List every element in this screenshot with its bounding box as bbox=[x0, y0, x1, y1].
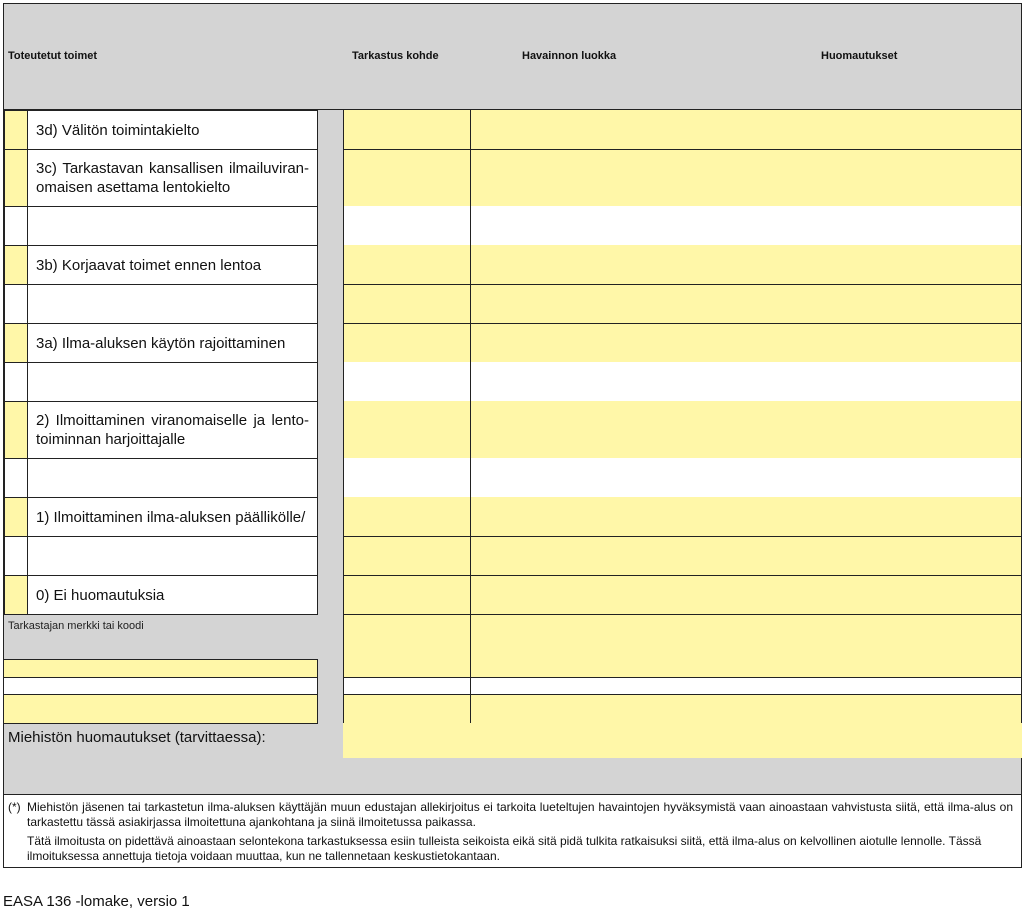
right-row-9[interactable] bbox=[344, 458, 1021, 497]
right-row-15[interactable] bbox=[344, 694, 1021, 723]
inspector-mark-field-3[interactable] bbox=[3, 694, 318, 724]
right-row-5[interactable] bbox=[344, 284, 1021, 323]
right-row-line bbox=[343, 677, 1022, 678]
action-label: 3c) Tarkastavan kansallisen ilmailuviran-omaisen asettama lentokielto bbox=[36, 160, 309, 196]
action-checkbox[interactable] bbox=[4, 401, 28, 459]
header-actions-taken: Toteutetut toimet bbox=[8, 50, 98, 62]
action-spacer bbox=[27, 362, 318, 402]
right-row-14[interactable] bbox=[344, 677, 1021, 694]
right-row-10[interactable] bbox=[344, 497, 1021, 536]
action-spacer bbox=[27, 536, 318, 576]
action-label: 3b) Korjaavat toimet ennen lentoa bbox=[36, 256, 262, 274]
crew-remarks-field[interactable] bbox=[343, 723, 1022, 758]
header-finding-category: Havainnon luokka bbox=[522, 50, 617, 62]
inspector-mark-label: Tarkastajan merkki tai koodi bbox=[8, 620, 144, 632]
right-row-12[interactable] bbox=[344, 575, 1021, 614]
action-checkbox[interactable] bbox=[4, 362, 28, 402]
right-row-2[interactable] bbox=[344, 149, 1021, 206]
right-row-line bbox=[343, 614, 1022, 615]
crew-remarks-label: Miehistön huomautukset (tarvittaessa): bbox=[8, 729, 266, 746]
right-row-3[interactable] bbox=[344, 206, 1021, 245]
action-checkbox[interactable] bbox=[4, 206, 28, 246]
right-col-divider-mid bbox=[470, 110, 471, 723]
inspector-mark-field-2[interactable] bbox=[3, 677, 318, 695]
right-col-divider-left bbox=[343, 110, 344, 723]
action-checkbox[interactable] bbox=[4, 323, 28, 363]
action-option-2 bbox=[27, 401, 318, 459]
form-id: EASA 136 -lomake, versio 1 bbox=[3, 893, 190, 910]
footnote-text-1: Miehistön jäsenen tai tarkastetun ilma-aluksen käyttäjän muun edustajan allekirjoitus ei tarkoita lueteltujen havaintojen hyväksymistä vaan ainoastaan vahvistusta siitä, että ilma-alus on tarkastettu tässä asiakirjassa ilmoitettuna ajankohtana ja siinä ilmoitetussa paikassa. bbox=[27, 800, 1013, 829]
action-option-3a bbox=[27, 323, 318, 363]
action-label: 0) Ei huomautuksia bbox=[36, 586, 165, 604]
action-spacer bbox=[27, 284, 318, 324]
right-row-line bbox=[343, 694, 1022, 695]
right-row-8[interactable] bbox=[344, 401, 1021, 458]
right-row-1[interactable] bbox=[344, 110, 1021, 149]
action-checkbox[interactable] bbox=[4, 536, 28, 576]
action-label: 3d) Välitön toimintakielto bbox=[36, 121, 200, 139]
right-row-line bbox=[343, 149, 1022, 150]
right-row-line bbox=[343, 284, 1022, 285]
right-row-7[interactable] bbox=[344, 362, 1021, 401]
action-option-3c bbox=[27, 149, 318, 207]
right-row-13[interactable] bbox=[344, 614, 1021, 677]
action-option-0 bbox=[27, 575, 318, 615]
inspector-mark-field-1[interactable] bbox=[3, 659, 318, 678]
action-spacer bbox=[27, 458, 318, 498]
action-label: 1) Ilmoittaminen ilma-aluksen päällikölle/ bbox=[36, 508, 306, 526]
footnote-text-2: Tätä ilmoitusta on pidettävä ainoastaan selontekona tarkastuksessa esiin tulleista seikoista eikä sitä pidä tulkita ratkaisuksi siitä, että ilma-alus on kelvollinen aiotulle lennolle. Tässä ilmoituksessa annettuja tietoja voidaan muuttaa, kun ne tallennetaan keskustietokantaan. bbox=[27, 834, 982, 863]
footnote-marker: (*) bbox=[8, 800, 21, 814]
action-label: 2) Ilmoittaminen viranomaiselle ja lento-toiminnan harjoittajalle bbox=[36, 412, 309, 448]
header-remarks: Huomautukset bbox=[821, 50, 898, 62]
right-row-line bbox=[343, 536, 1022, 537]
action-option-3b bbox=[27, 245, 318, 285]
right-row-11[interactable] bbox=[344, 536, 1021, 575]
action-checkbox[interactable] bbox=[4, 497, 28, 537]
action-label: 3a) Ilma-aluksen käytön rajoittaminen bbox=[36, 334, 286, 352]
action-option-1 bbox=[27, 497, 318, 537]
right-row-4[interactable] bbox=[344, 245, 1021, 284]
action-option-3d bbox=[27, 110, 318, 150]
action-checkbox[interactable] bbox=[4, 458, 28, 498]
action-spacer bbox=[27, 206, 318, 246]
right-row-line bbox=[343, 323, 1022, 324]
action-checkbox[interactable] bbox=[4, 284, 28, 324]
right-row-6[interactable] bbox=[344, 323, 1021, 362]
right-row-line bbox=[343, 575, 1022, 576]
action-checkbox[interactable] bbox=[4, 149, 28, 207]
header-inspection-item: Tarkastus kohde bbox=[352, 50, 439, 62]
action-checkbox[interactable] bbox=[4, 110, 28, 150]
action-checkbox[interactable] bbox=[4, 245, 28, 285]
action-checkbox[interactable] bbox=[4, 575, 28, 615]
